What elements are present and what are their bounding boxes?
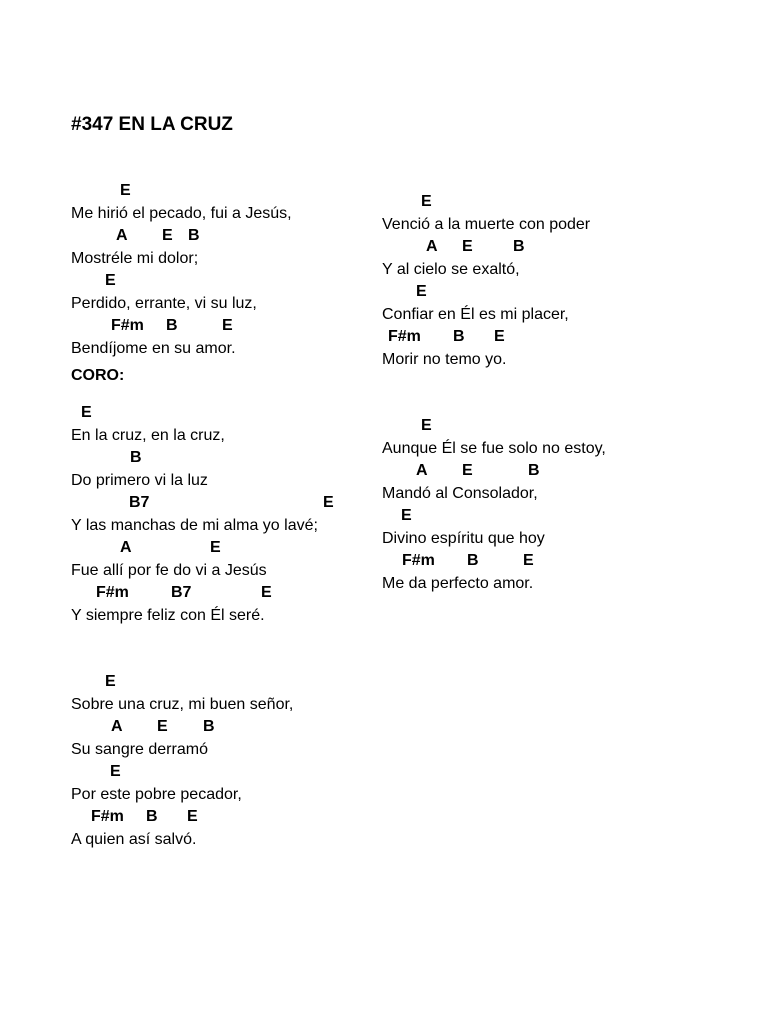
chord: F#m xyxy=(388,328,421,345)
lyric-line: Su sangre derramó xyxy=(71,741,208,758)
song-line xyxy=(382,282,722,327)
song-line xyxy=(382,551,722,596)
chord: E xyxy=(162,227,173,244)
chord-row xyxy=(71,226,411,248)
lyric-line: Sobre una cruz, mi buen señor, xyxy=(71,696,294,713)
chord: F#m xyxy=(96,584,129,601)
chord: E xyxy=(421,417,432,434)
chord-row xyxy=(71,762,411,784)
chord: E xyxy=(81,404,92,421)
chord: B xyxy=(528,462,540,479)
verse-2 xyxy=(71,672,411,852)
chord: B7 xyxy=(129,494,150,511)
chord-row xyxy=(382,416,722,438)
song-line xyxy=(71,807,411,852)
lyric-line: Me hirió el pecado, fui a Jesús, xyxy=(71,205,292,222)
lyric-line: Morir no temo yo. xyxy=(382,351,507,368)
lyric-line: Aunque Él se fue solo no estoy, xyxy=(382,440,606,457)
chord: E xyxy=(401,507,412,524)
stanza-gap xyxy=(382,372,722,416)
chord-row xyxy=(71,807,411,829)
chord: A xyxy=(120,539,132,556)
song-line xyxy=(71,316,411,361)
song-line xyxy=(382,416,722,461)
song-line xyxy=(71,403,411,448)
page-title: #347 EN LA CRUZ xyxy=(71,114,233,135)
lyric-line: En la cruz, en la cruz, xyxy=(71,427,225,444)
chord-row xyxy=(382,282,722,304)
lyric-line: Confiar en Él es mi placer, xyxy=(382,306,569,323)
lyric-line: Divino espíritu que hoy xyxy=(382,530,545,547)
verse-4 xyxy=(382,416,722,596)
song-line xyxy=(382,237,722,282)
chord: E xyxy=(261,584,272,601)
song-line xyxy=(71,226,411,271)
chord-row xyxy=(382,461,722,483)
lyric-line: Perdido, errante, vi su luz, xyxy=(71,295,257,312)
verse-1 xyxy=(71,181,411,361)
chord-row xyxy=(382,506,722,528)
song-line xyxy=(71,448,411,493)
lyric-line: Venció a la muerte con poder xyxy=(382,216,591,233)
chord-row xyxy=(71,538,411,560)
chord-row xyxy=(71,448,411,470)
chord: B xyxy=(513,238,525,255)
song-line xyxy=(71,538,411,583)
verse-3 xyxy=(382,192,722,372)
chord: E xyxy=(105,272,116,289)
chord: B xyxy=(130,449,142,466)
song-line xyxy=(71,717,411,762)
chord: A xyxy=(426,238,438,255)
lyric-line: Do primero vi la luz xyxy=(71,472,208,489)
lyric-line: Y al cielo se exaltó, xyxy=(382,261,520,278)
chord: E xyxy=(120,182,131,199)
chord: B xyxy=(166,317,178,334)
chord-row xyxy=(382,237,722,259)
lyric-line: Me da perfecto amor. xyxy=(382,575,534,592)
stanza-gap xyxy=(71,628,411,672)
song-line xyxy=(71,181,411,226)
chord: A xyxy=(111,718,123,735)
chord: E xyxy=(494,328,505,345)
lyric-line: Bendíjome en su amor. xyxy=(71,340,236,357)
chord-row xyxy=(71,493,411,515)
chord: F#m xyxy=(402,552,435,569)
chord: E xyxy=(222,317,233,334)
chord: E xyxy=(210,539,221,556)
chorus-label: CORO: xyxy=(71,367,125,384)
chord: E xyxy=(421,193,432,210)
chord: B7 xyxy=(171,584,192,601)
lyric-line: Mandó al Consolador, xyxy=(382,485,538,502)
chord: E xyxy=(323,494,334,511)
lyric-line: Y las manchas de mi alma yo lavé; xyxy=(71,517,318,534)
lyric-line: Por este pobre pecador, xyxy=(71,786,242,803)
chord: E xyxy=(523,552,534,569)
left-column xyxy=(71,181,411,852)
chord-row xyxy=(71,583,411,605)
chord-row xyxy=(71,403,411,425)
chord-row xyxy=(71,271,411,293)
lyric-line: A quien así salvó. xyxy=(71,831,197,848)
song-line xyxy=(71,762,411,807)
chord: B xyxy=(467,552,479,569)
chord-row xyxy=(71,672,411,694)
lyric-line: Y siempre feliz con Él seré. xyxy=(71,607,265,624)
song-line xyxy=(71,672,411,717)
chord: B xyxy=(146,808,158,825)
song-line xyxy=(382,461,722,506)
chord-row xyxy=(382,551,722,573)
chord: E xyxy=(416,283,427,300)
chord: E xyxy=(462,238,473,255)
chord: B xyxy=(188,227,200,244)
chord: E xyxy=(157,718,168,735)
chord: E xyxy=(462,462,473,479)
song-line xyxy=(382,192,722,237)
song-line xyxy=(71,493,411,538)
chord-row xyxy=(71,717,411,739)
right-column xyxy=(382,192,722,596)
song-line xyxy=(382,327,722,372)
lyric-line: Fue allí por fe do vi a Jesús xyxy=(71,562,267,579)
song-line xyxy=(382,506,722,551)
chord: F#m xyxy=(111,317,144,334)
chord: B xyxy=(453,328,465,345)
chord: E xyxy=(187,808,198,825)
lyric-line: Mostréle mi dolor; xyxy=(71,250,199,267)
chord-row xyxy=(71,316,411,338)
chord-row xyxy=(382,192,722,214)
chord: F#m xyxy=(91,808,124,825)
chord: E xyxy=(105,673,116,690)
chord: A xyxy=(116,227,128,244)
chorus xyxy=(71,403,411,628)
chord-row xyxy=(382,327,722,349)
chord: A xyxy=(416,462,428,479)
chord: E xyxy=(110,763,121,780)
song-line xyxy=(71,271,411,316)
chord-row xyxy=(71,181,411,203)
song-line xyxy=(71,583,411,628)
chord: B xyxy=(203,718,215,735)
